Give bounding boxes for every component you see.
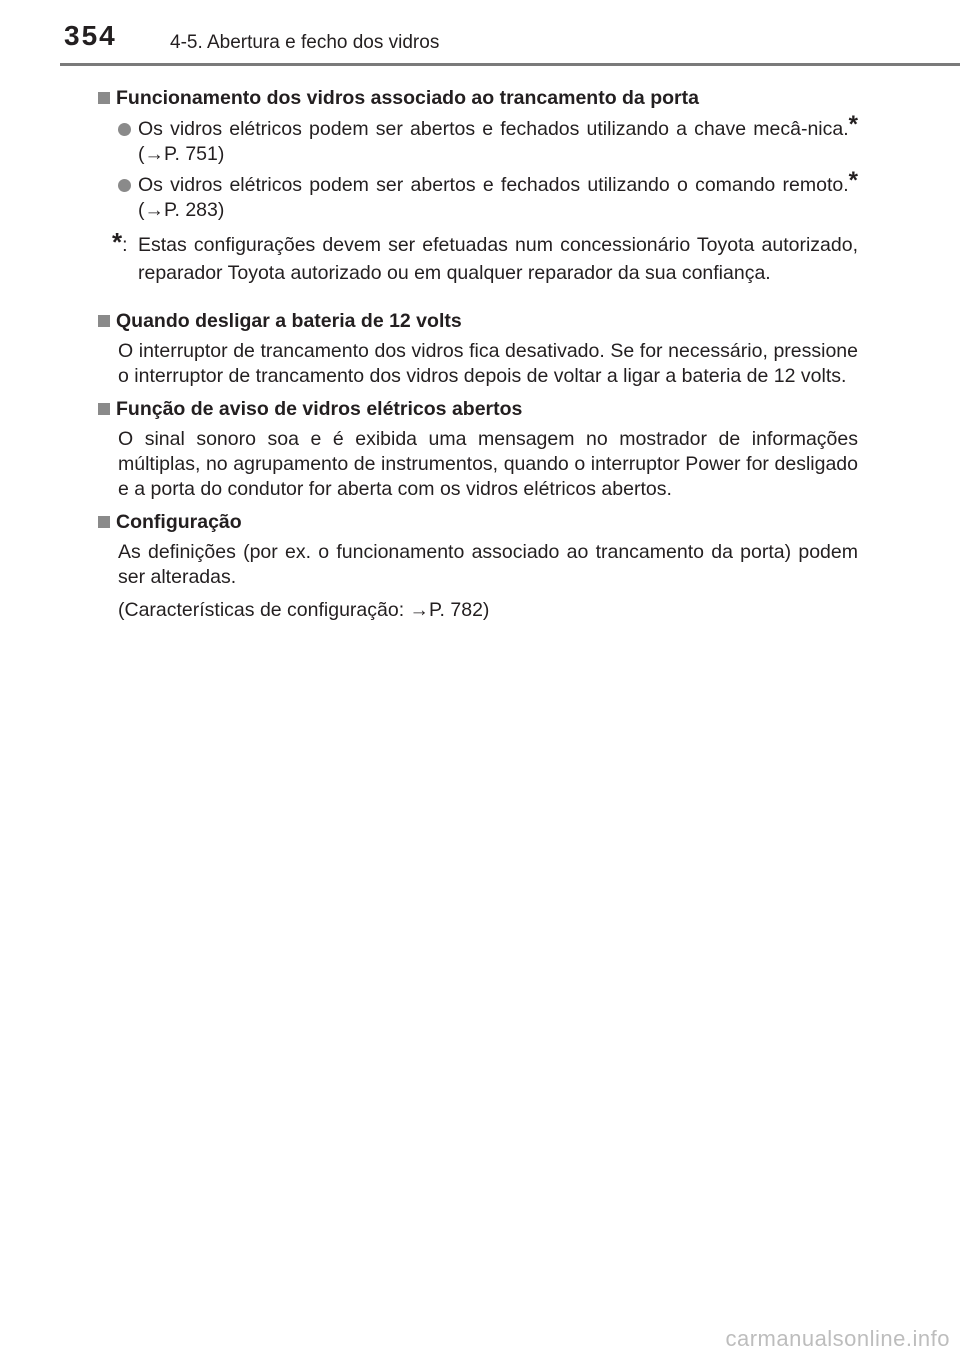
page-number: 354 (64, 20, 117, 51)
heading-text: Configuração (116, 511, 242, 533)
paragraph: O interruptor de trancamento dos vidros fica desativado. Se for necessário, pressione o interruptor de trancamento dos vidros depois de voltar a ligar a bateria de 12 volts. (118, 340, 858, 387)
heading-text: Funcionamento dos vidros associado ao trancamento da porta (116, 87, 699, 109)
square-bullet-icon (98, 92, 110, 104)
heading-text: Função de aviso de vidros elétricos abertos (116, 398, 523, 420)
footnote-text: Estas configurações devem ser efetuadas num concessionário Toyota autorizado, reparador Toyota autorizado ou em qualquer reparador da sua confiança. (138, 234, 858, 284)
bullet-text: Os vidros elétricos podem ser abertos e fechados utilizando o comando remoto. (138, 174, 849, 196)
paragraph-reference: (Características de configuração: →P. 782) (118, 599, 490, 621)
square-bullet-icon (98, 315, 110, 327)
footnote (98, 227, 858, 287)
page-reference: (→P. 751) (138, 143, 225, 165)
bullet-text: Os vidros elétricos podem ser abertos e fechados utilizando a chave mecâ-nica. (138, 118, 849, 140)
footnote-mark: *: (112, 227, 128, 257)
section-title: 4-5. Abertura e fecho dos vidros (170, 32, 440, 53)
square-bullet-icon (98, 516, 110, 528)
header-rule (60, 63, 960, 66)
heading-configuration (98, 510, 858, 535)
heading-open-window-warning (98, 397, 858, 422)
page-header (0, 0, 960, 64)
paragraph: O sinal sonoro soa e é exibida uma mensagem no mostrador de informações múltiplas, no agrupamento de instrumentos, quando o interruptor Power for desligado e a porta do condutor for aberta com os vidros elétricos abertos. (118, 428, 858, 500)
page-content (98, 78, 858, 623)
square-bullet-icon (98, 403, 110, 415)
page-reference: (→P. 283) (138, 199, 225, 221)
bullet-remote (98, 166, 858, 223)
bullet-mechanical-key (98, 110, 858, 167)
paragraph: As definições (por ex. o funcionamento associado ao trancamento da porta) podem ser alteradas. (118, 541, 858, 588)
watermark: carmanualsonline.info (725, 1326, 950, 1351)
footnote-star: * (848, 166, 858, 194)
footnote-star: * (848, 110, 858, 138)
round-bullet-icon (118, 179, 131, 192)
heading-text: Quando desligar a bateria de 12 volts (116, 310, 462, 332)
heading-battery-disconnect (98, 309, 858, 334)
round-bullet-icon (118, 123, 131, 136)
heading-window-lock-operation (98, 86, 858, 111)
